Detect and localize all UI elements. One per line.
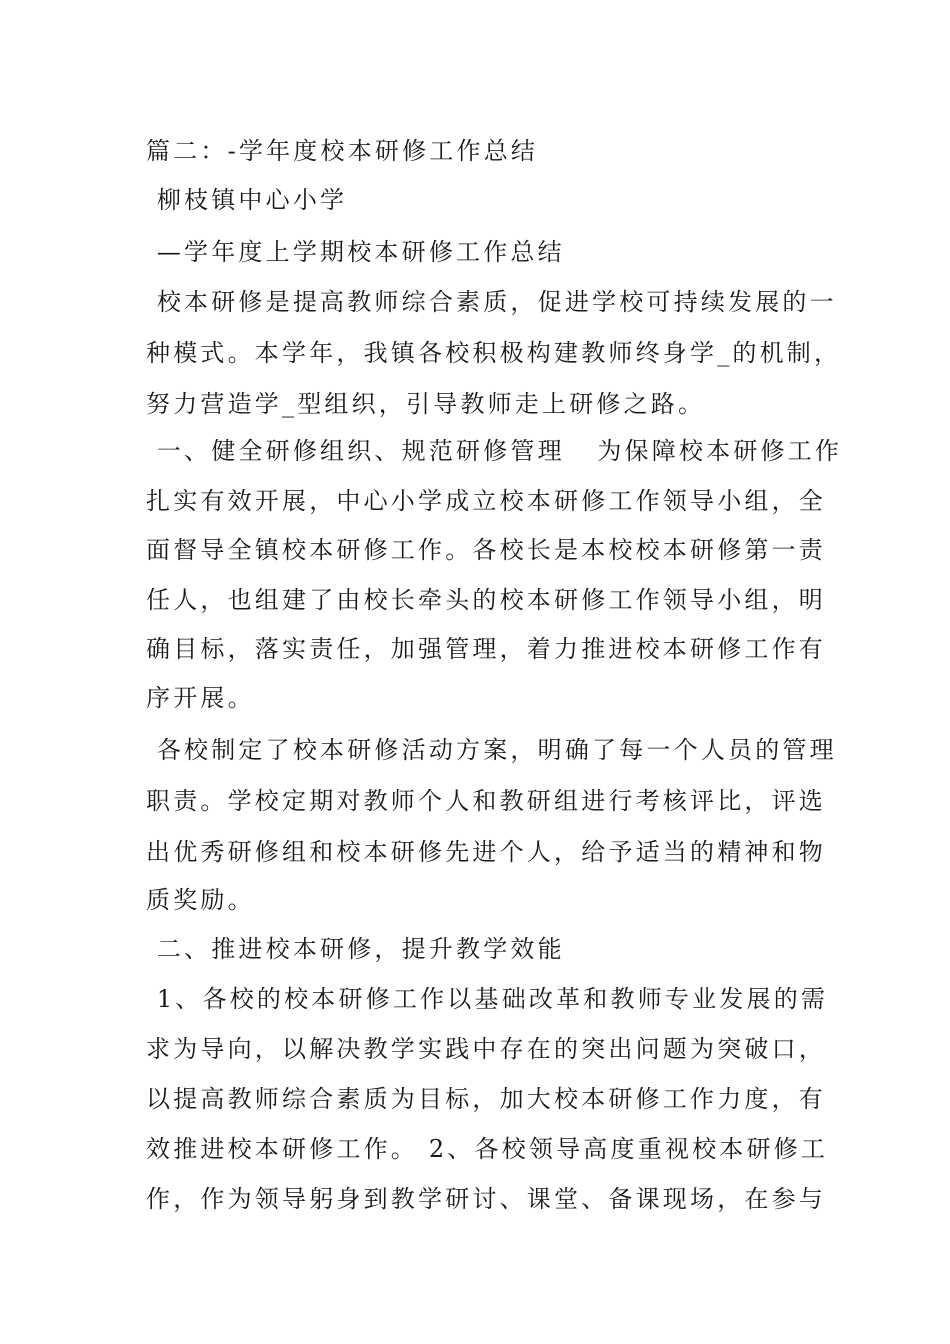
body-line: 确目标，落实责任，加强管理，着力推进校本研修工作有: [146, 635, 826, 663]
body-line: 以提高教师综合素质为目标，加大校本研修工作力度，有: [146, 1085, 826, 1113]
body-line: 质奖励。: [146, 886, 255, 914]
body-line: 各校制定了校本研修活动方案，明确了每一个人员的管理: [146, 736, 837, 764]
body-line: 面督导全镇校本研修工作。各校长是本校校本研修第一责: [146, 536, 826, 564]
section-heading-2: 二、推进校本研修，提升教学效能: [146, 935, 565, 963]
section-heading-1: 一、健全研修组织、规范研修管理 为保障校本研修工作: [146, 437, 843, 465]
body-line: 任人，也组建了由校长牵头的校本研修工作领导小组，明: [146, 586, 826, 614]
body-line: 种模式。本学年，我镇各校积极构建教师终身学_的机制，: [146, 339, 842, 367]
body-line: 努力营造学_型组织，引导教师走上研修之路。: [146, 390, 706, 418]
document-subtitle: —学年度上学期校本研修工作总结: [146, 238, 565, 266]
body-line: 出优秀研修组和校本研修先进个人，给予适当的精神和物: [146, 838, 826, 866]
body-line: 职责。学校定期对教师个人和教研组进行考核评比，评选: [146, 787, 826, 815]
body-line: 1、各校的校本研修工作以基础改革和教师专业发展的需: [146, 985, 829, 1013]
body-line: 校本研修是提高教师综合素质，促进学校可持续发展的一: [146, 288, 837, 316]
body-line: 扎实有效开展，中心小学成立校本研修工作领导小组，全: [146, 487, 826, 515]
body-line: 作，作为领导躬身到教学研讨、课堂、备课现场，在参与: [146, 1185, 826, 1213]
body-line: 效推进校本研修工作。 2、各校领导高度重视校本研修工: [146, 1135, 829, 1163]
body-line: 求为导向，以解决教学实践中存在的突出问题为突破口，: [146, 1035, 826, 1063]
document-title: 篇二：-学年度校本研修工作总结: [146, 137, 539, 165]
school-name: 柳枝镇中心小学: [146, 186, 348, 214]
body-line: 序开展。: [146, 684, 255, 712]
